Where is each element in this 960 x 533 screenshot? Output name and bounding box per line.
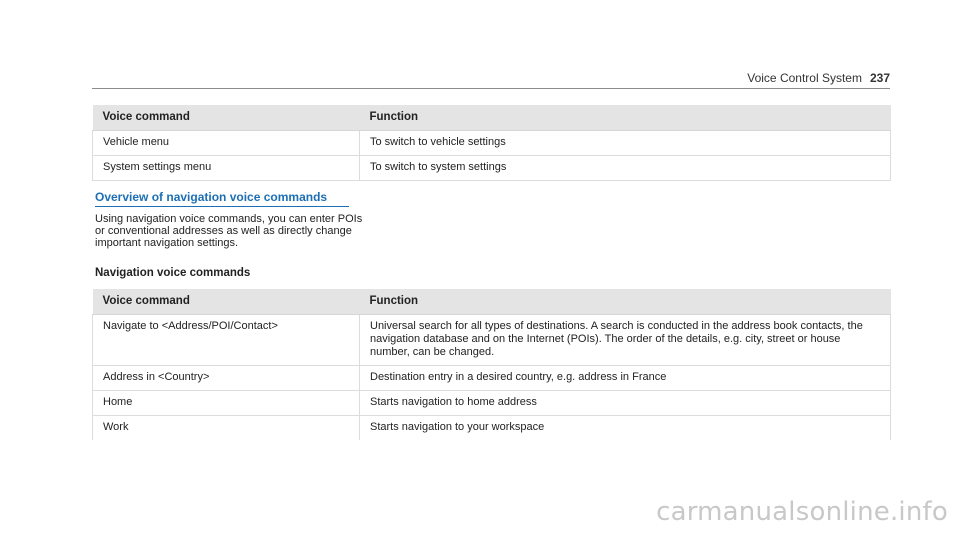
table-row	[93, 156, 891, 181]
section-title: Voice Control System	[747, 71, 862, 85]
table-header-row	[93, 289, 891, 315]
voice-command-table-top	[92, 105, 891, 181]
column-header: Voice command	[93, 289, 360, 315]
column-header: Function	[360, 289, 891, 315]
function-cell: Destination entry in a desired country, e.g. address in France	[360, 366, 891, 391]
function-cell: To switch to system settings	[360, 156, 891, 181]
table-row	[93, 391, 891, 416]
command-cell: Home	[93, 391, 360, 416]
navigation-voice-command-table	[92, 289, 891, 440]
table-header-row	[93, 105, 891, 131]
table-row	[93, 131, 891, 156]
command-cell: Vehicle menu	[93, 131, 360, 156]
function-cell: Starts navigation to your workspace	[360, 416, 891, 441]
table-subheading: Navigation voice commands	[95, 267, 251, 279]
header-rule	[92, 88, 890, 89]
page-number: 237	[869, 71, 890, 85]
function-cell: To switch to vehicle settings	[360, 131, 891, 156]
table-row	[93, 416, 891, 441]
section-heading: Overview of navigation voice commands	[95, 190, 349, 207]
command-cell: Address in <Country>	[93, 366, 360, 391]
running-head	[747, 71, 890, 85]
column-header: Voice command	[93, 105, 360, 131]
table-row	[93, 366, 891, 391]
watermark-text: carmanualsonline.info	[656, 497, 948, 527]
command-cell: Work	[93, 416, 360, 441]
intro-paragraph: Using navigation voice commands, you can enter POIs or conventional addresses as well as directly change important navigation settings.	[95, 213, 363, 249]
command-cell: System settings menu	[93, 156, 360, 181]
column-header: Function	[360, 105, 891, 131]
function-cell: Starts navigation to home address	[360, 391, 891, 416]
function-cell: Universal search for all types of destinations. A search is conducted in the address book contacts, the navigation database and on the Internet (POIs). The order of the details, e.g. city, street or house number, can be changed.	[360, 315, 891, 366]
table-row	[93, 315, 891, 366]
command-cell: Navigate to <Address/POI/Contact>	[93, 315, 360, 366]
